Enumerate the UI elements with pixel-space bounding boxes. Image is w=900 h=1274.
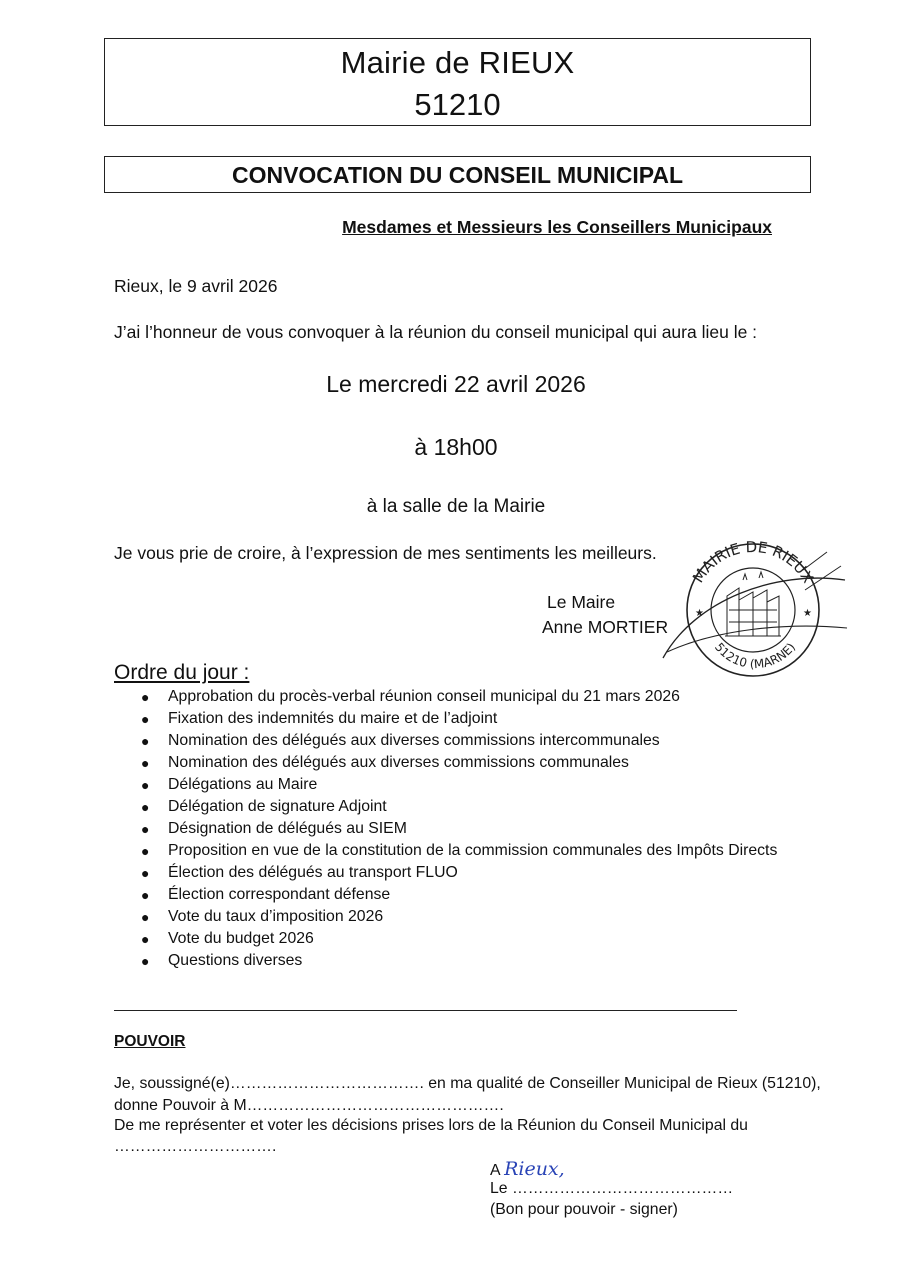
agenda-item: ● Élection correspondant défense: [139, 884, 777, 906]
agenda-item: ● Délégation de signature Adjoint: [139, 796, 777, 818]
seal-star-icon: ★: [695, 608, 704, 619]
bullet-icon: ●: [141, 689, 150, 705]
bullet-icon: ●: [141, 733, 150, 749]
meeting-time: à 18h00: [414, 434, 498, 460]
meeting-date: Le mercredi 22 avril 2026: [326, 371, 586, 397]
pouvoir-heading: POUVOIR: [114, 1033, 186, 1050]
agenda-item: ● Proposition en vue de la constitution de la commission communales des Impôts Directs: [139, 840, 777, 862]
mayor-name: Anne MORTIER: [542, 617, 669, 637]
seal-emblem: [725, 572, 781, 636]
agenda-item: ● Élection des délégués au transport FLUO: [139, 862, 777, 884]
signature-note: (Bon pour pouvoir - signer): [490, 1201, 678, 1218]
agenda-item: ● Vote du budget 2026: [139, 928, 777, 950]
bullet-icon: ●: [141, 755, 150, 771]
title-box: [104, 156, 811, 193]
signature-place: [490, 1158, 565, 1180]
bullet-icon: ●: [141, 711, 150, 727]
bullet-icon: ●: [141, 931, 150, 947]
agenda-item: ● Nomination des délégués aux diverses commissions intercommunales: [139, 730, 777, 752]
bullet-icon: ●: [141, 865, 150, 881]
agenda-item: ● Nomination des délégués aux diverses commissions communales: [139, 752, 777, 774]
mayor-title: Le Maire: [547, 592, 616, 612]
bullet-icon: ●: [141, 777, 150, 793]
mayor-seal-stamp: [655, 540, 850, 680]
postal-code: 51210: [414, 87, 501, 122]
bullet-icon: ●: [141, 799, 150, 815]
signature-date: Le ……………………………………: [490, 1180, 734, 1197]
bullet-icon: ●: [141, 887, 150, 903]
agenda-item: ● Désignation de délégués au SIEM: [139, 818, 777, 840]
meeting-place: à la salle de la Mairie: [366, 496, 546, 517]
bullet-icon: ●: [141, 909, 150, 925]
header-box: [104, 38, 811, 126]
agenda-item: ● Fixation des indemnités du maire et de l’adjoint: [139, 708, 777, 730]
intro-text: J’ai l’honneur de vous convoquer à la réunion du conseil municipal qui aura lieu le :: [114, 322, 758, 342]
signature-place-handwritten: Rieux,: [504, 1158, 565, 1180]
municipality-name: Mairie de RIEUX: [340, 45, 575, 80]
pouvoir-line-mandate: De me représenter et voter les décisions prises lors de la Réunion du Conseil Municipal du: [114, 1117, 748, 1134]
agenda-item: ● Approbation du procès-verbal réunion conseil municipal du 21 mars 2026: [139, 686, 777, 708]
addressee: Mesdames et Messieurs les Conseillers Municipaux: [342, 217, 772, 237]
agenda-item: ● Vote du taux d’imposition 2026: [139, 906, 777, 928]
agenda-item: ● Délégations au Maire: [139, 774, 777, 796]
pouvoir-line-signatory: Je, soussigné(e)………………………………. en ma qualité de Conseiller Municipal de Rieux (51210),: [114, 1075, 821, 1092]
bullet-icon: ●: [141, 953, 150, 969]
bullet-icon: ●: [141, 843, 150, 859]
agenda-item: ● Questions diverses: [139, 950, 777, 972]
closing-text: Je vous prie de croire, à l’expression de mes sentiments les meilleurs.: [114, 543, 657, 563]
seal-bottom-text: 51210 (MARNE): [711, 640, 799, 672]
document-title: CONVOCATION DU CONSEIL MUNICIPAL: [231, 162, 684, 188]
agenda-heading: Ordre du jour :: [114, 661, 250, 684]
bullet-icon: ●: [141, 821, 150, 837]
seal-top-text: MAIRIE DE RIEUX: [689, 540, 818, 587]
seal-star-icon: ★: [803, 608, 812, 619]
signature-place-label: A: [490, 1162, 500, 1179]
place-date: Rieux, le 9 avril 2026: [114, 276, 278, 296]
pouvoir-line-proxy: donne Pouvoir à M………………………………………….: [114, 1097, 504, 1114]
section-divider: [114, 1010, 737, 1011]
pouvoir-line-date-blank: ………………………….: [114, 1138, 277, 1155]
agenda-list: [139, 686, 777, 972]
